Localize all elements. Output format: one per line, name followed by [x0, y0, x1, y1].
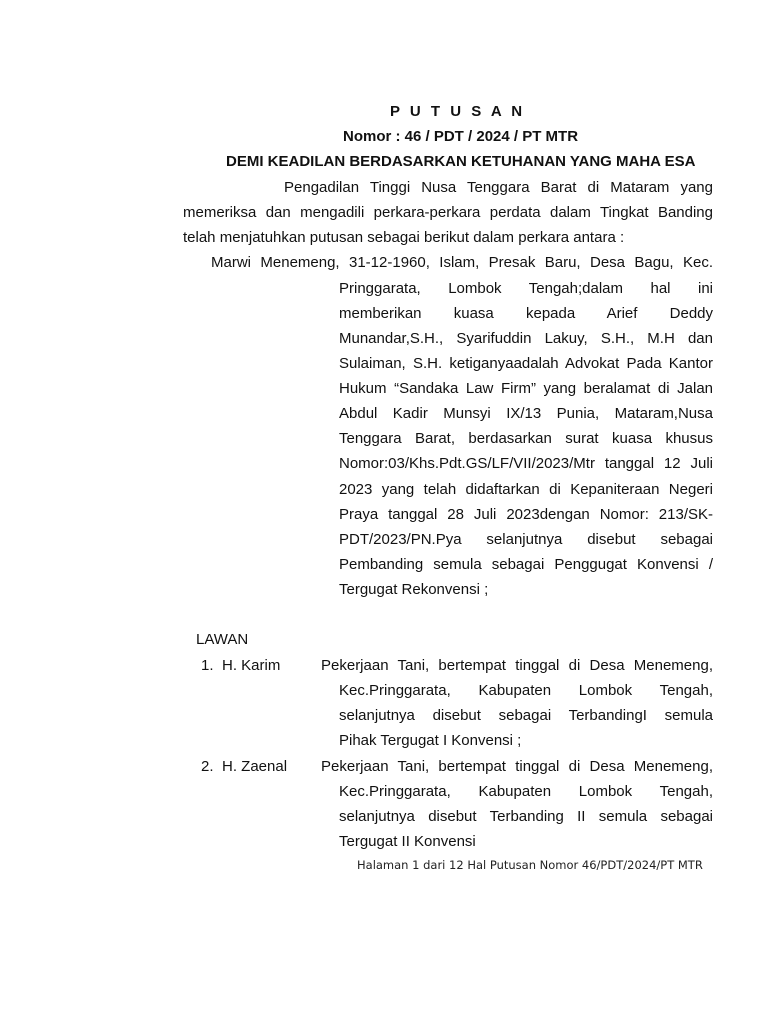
party-line: Kec.Pringgarata, Kabupaten Lombok Tengah, — [339, 783, 713, 800]
intro-line-3: telah menjatuhkan putusan sebagai berikut dalam perkara antara : — [183, 229, 625, 246]
pembanding-first-line: Marwi Menemeng, 31-12-1960, Islam, Presak Baru, Desa Bagu, Kec. — [211, 254, 713, 271]
pembanding-line: memberikan kuasa kepada Arief Deddy — [339, 305, 713, 322]
lawan-label: LAWAN — [196, 631, 249, 648]
pembanding-line: Pringgarata, Lombok Tengah;dalam hal ini — [339, 280, 713, 297]
party-line: selanjutnya disebut Terbanding II semula sebagai — [339, 808, 713, 825]
pembanding-line: Nomor:03/Khs.Pdt.GS/LF/VII/2023/Mtr tanggal 12 Juli — [339, 455, 713, 472]
pembanding-last-line: Tergugat Rekonvensi ; — [339, 581, 489, 598]
pembanding-line: Hukum “Sandaka Law Firm” yang beralamat di Jalan — [339, 380, 713, 397]
party-first-line: Pekerjaan Tani, bertempat tinggal di Desa Menemeng, — [321, 657, 713, 674]
pembanding-line: Tenggara Barat, berdasarkan surat kuasa khusus — [339, 430, 713, 447]
intro-line-2: memeriksa dan mengadili perkara-perkara perdata dalam Tingkat Banding — [183, 204, 713, 221]
party-name: H. Zaenal — [222, 758, 288, 775]
party-name: H. Karim — [222, 657, 281, 674]
party-last-line: Tergugat II Konvensi — [339, 833, 476, 850]
pembanding-line: Praya tanggal 28 Juli 2023dengan Nomor: 213/SK- — [339, 506, 713, 523]
pembanding-line: Sulaiman, S.H. ketiganyaadalah Advokat Pada Kantor — [339, 355, 713, 372]
party-line: Kec.Pringgarata, Kabupaten Lombok Tengah, — [339, 682, 713, 699]
pembanding-line: Munandar,S.H., Syarifuddin Lakuy, S.H., M.H dan — [339, 330, 713, 347]
page-footer: Halaman 1 dari 12 Hal Putusan Nomor 46/PDT/2024/PT MTR — [357, 858, 703, 872]
pembanding-line: 2023 yang telah didaftarkan di Kepaniteraan Negeri — [339, 481, 713, 498]
demi-keadilan-heading: DEMI KEADILAN BERDASARKAN KETUHANAN YANG MAHA ESA — [226, 153, 696, 170]
party-last-line: Pihak Tergugat I Konvensi ; — [339, 732, 522, 749]
pembanding-line: Abdul Kadir Munsyi IX/13 Punia, Mataram,Nusa — [339, 405, 713, 422]
party-number: 1. — [201, 657, 214, 674]
party-number: 2. — [201, 758, 214, 775]
pembanding-line: Pembanding semula sebagai Penggugat Konvensi / — [339, 556, 713, 573]
intro-line-1: Pengadilan Tinggi Nusa Tenggara Barat di Mataram yang — [284, 179, 713, 196]
party-first-line: Pekerjaan Tani, bertempat tinggal di Desa Menemeng, — [321, 758, 713, 775]
document-title: P U T U S A N — [390, 103, 526, 120]
pembanding-line: PDT/2023/PN.Pya selanjutnya disebut sebagai — [339, 531, 713, 548]
case-number: Nomor : 46 / PDT / 2024 / PT MTR — [343, 128, 579, 145]
party-line: selanjutnya disebut sebagai TerbandingI semula — [339, 707, 713, 724]
